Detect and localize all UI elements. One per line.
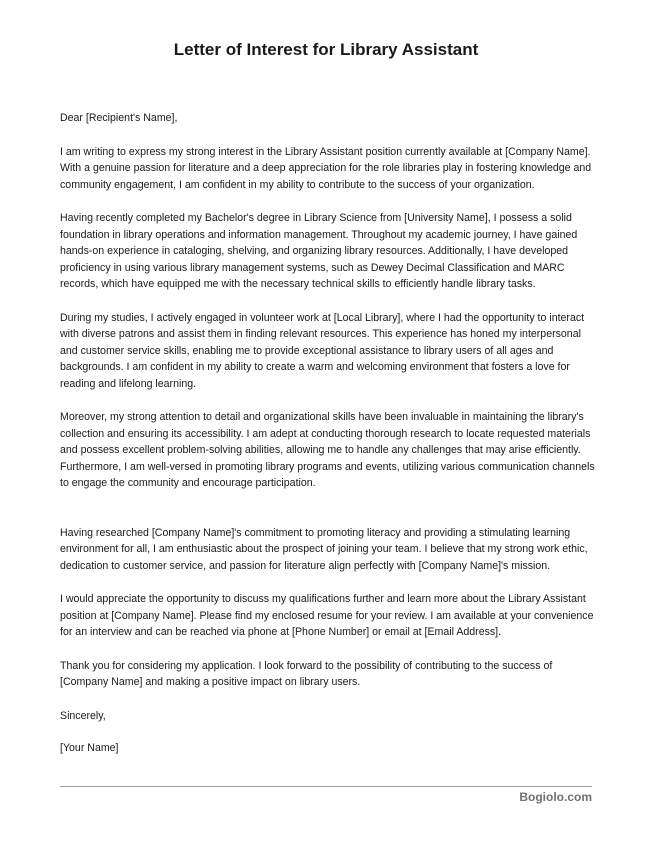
- signature: [Your Name]: [60, 742, 119, 754]
- paragraph-interview: I would appreciate the opportunity to discuss my qualifications further and learn more about the Library Assistant position at [Company Name]. Please find my enclosed resume for your review. I am available at your convenience for an interview and can be reached via phone at [Phone Number] or email at [Email Address].: [60, 593, 594, 638]
- letter-body: [60, 110, 600, 774]
- closing: Sincerely,: [60, 709, 106, 722]
- footer-brand: Bogiolo.com: [519, 790, 592, 804]
- paragraph-company-fit: Having researched [Company Name]'s commitment to promoting literacy and providing a stimulating learning environment for all, I am enthusiastic about the prospect of joining your team. I believe that my strong work ethic, dedication to customer service, and passion for literature align perfectly with [Company Name]'s mission.: [60, 526, 588, 572]
- paragraph-thanks: Thank you for considering my application. I look forward to the possibility of contributing to the success of [Company Name] and making a positive impact on library users.: [60, 659, 553, 688]
- paragraph-skills: Moreover, my strong attention to detail and organizational skills have been invaluable in maintaining the library's collection and ensuring its accessibility. I am adept at conducting thorough research to locate requested materials and possess excellent problem-solving abilities, allowing me to handle any challenges that may arise efficiently. Furthermore, I am well-versed in promoting library programs and events, utilizing various communication channels to engage the community and encourage participation.: [60, 411, 595, 489]
- paragraph-volunteer: During my studies, I actively engaged in volunteer work at [Local Library], where I had the opportunity to interact with diverse patrons and assist them in finding relevant resources. This experience has honed my interpersonal and customer service skills, enabling me to provide exceptional assistance to library users of all ages and backgrounds. I am confident in my ability to create a warm and welcoming environment that fosters a love for reading and lifelong learning.: [60, 311, 585, 390]
- salutation: Dear [Recipient's Name],: [60, 112, 178, 124]
- paragraph-education: Having recently completed my Bachelor's degree in Library Science from [University Name], I possess a solid foundation in library operations and information management. Throughout my academic journey, I have gained hands-on experience in cataloging, shelving, and organizing library resources. Additionally, I have developed proficiency in using various library management systems, such as Dewey Decimal Classification and MARC records, which have equipped me with the necessary technical skills to efficiently handle library tasks.: [60, 212, 578, 290]
- footer-divider: [60, 786, 592, 787]
- paragraph-intro: I am writing to express my strong interest in the Library Assistant position currently available at [Company Name]. With a genuine passion for literature and a deep appreciation for the role libraries play in fostering knowledge and community engagement, I am confident in my ability to contribute to the success of your organization.: [60, 145, 592, 191]
- letter-title: Letter of Interest for Library Assistant: [173, 40, 479, 59]
